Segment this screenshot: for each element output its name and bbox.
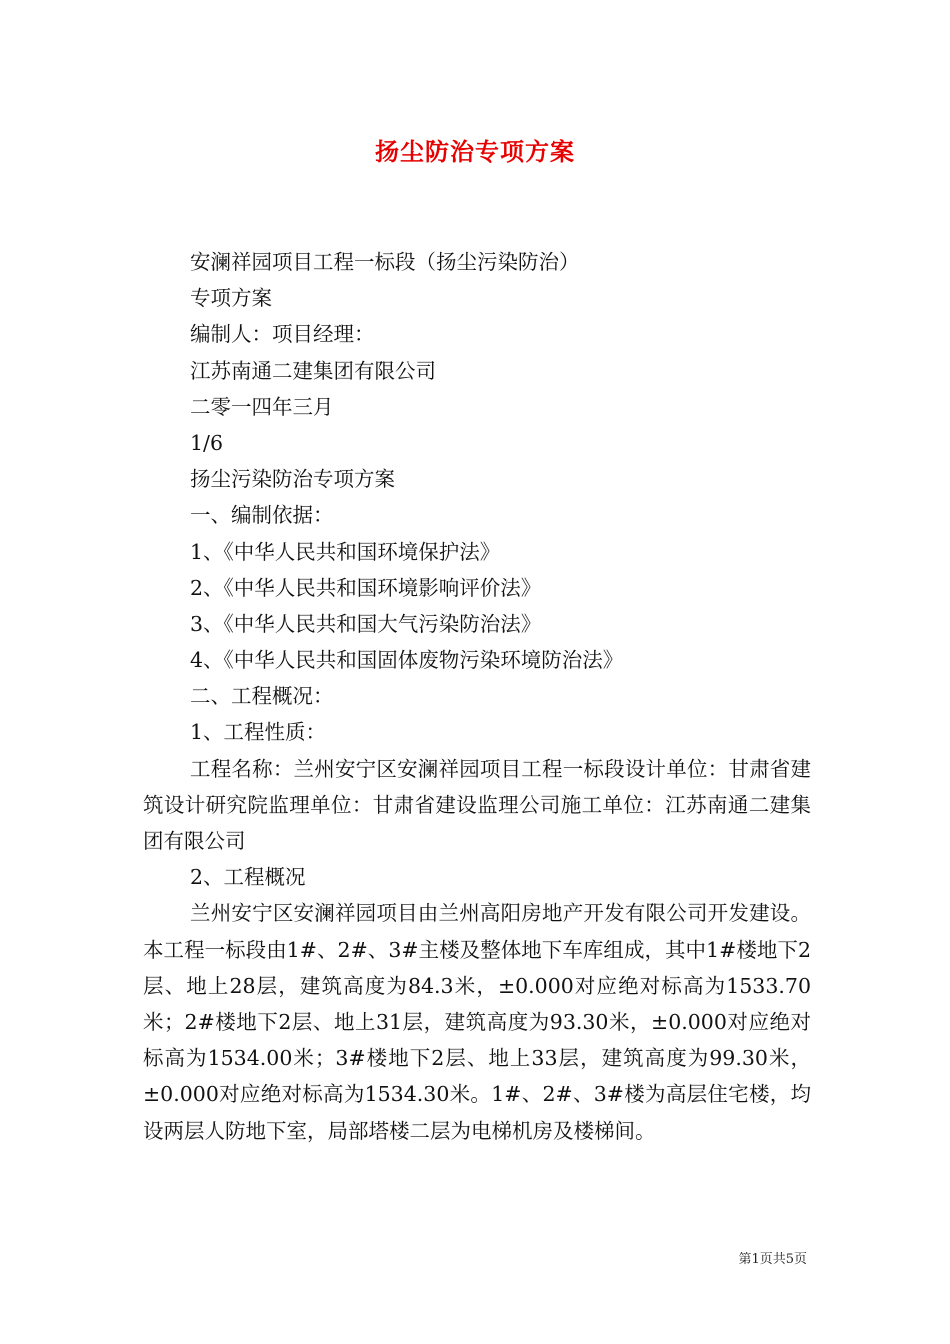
basis-item-2: 2、《中华人民共和国环境影响评价法》: [190, 575, 542, 600]
section-main-title: 扬尘污染防治专项方案: [190, 467, 395, 492]
subheading-overview: 2、工程概况: [190, 865, 306, 890]
paragraph-project-info: 工程名称：兰州安宁区安澜祥园项目工程一标段设计单位：甘肃省建筑设计研究院监理单位：甘肃省建设监理公司施工单位：江苏南通二建集团有限公司: [143, 756, 811, 854]
section-heading-basis: 一、编制依据：: [190, 503, 334, 528]
section-heading-overview: 二、工程概况：: [190, 684, 334, 709]
cover-date: 二零一四年三月: [190, 394, 334, 419]
document-body: [143, 244, 811, 1149]
basis-item-4: 4、《中华人民共和国固体废物污染环境防治法》: [190, 648, 624, 673]
basis-item-3: 3、《中华人民共和国大气污染防治法》: [190, 611, 542, 636]
subheading-nature: 1、工程性质：: [190, 720, 327, 745]
page-footer: 第1页共5页: [738, 1252, 807, 1267]
basis-item-1: 1、《中华人民共和国环境保护法》: [190, 539, 501, 564]
cover-subtitle: 专项方案: [190, 286, 272, 311]
page-marker: 1/6: [190, 430, 223, 455]
paragraph-overview: 兰州安宁区安澜祥园项目由兰州高阳房地产开发有限公司开发建设。本工程一标段由1#、2#、3#主楼及整体地下车库组成，其中1#楼地下2层、地上28层，建筑高度为84.3米，±0.000对应绝对标高为1533.70米；2#楼地下2层、地上31层，建筑高度为93.30米，±0.000对应绝对标高为1534.00米；3#楼地下2层、地上33层，建筑高度为99.30米，±0.000对应绝对标高为1534.30米。1#、2#、3#楼为高层住宅楼，均设两层人防地下室，局部塔楼二层为电梯机房及楼梯间。: [143, 901, 811, 1143]
cover-compiler: 编制人：项目经理：: [190, 322, 375, 347]
cover-company: 江苏南通二建集团有限公司: [190, 358, 436, 383]
document-title: 扬尘防治专项方案: [375, 137, 575, 166]
cover-project-name: 安澜祥园项目工程一标段（扬尘污染防治）: [190, 250, 580, 274]
